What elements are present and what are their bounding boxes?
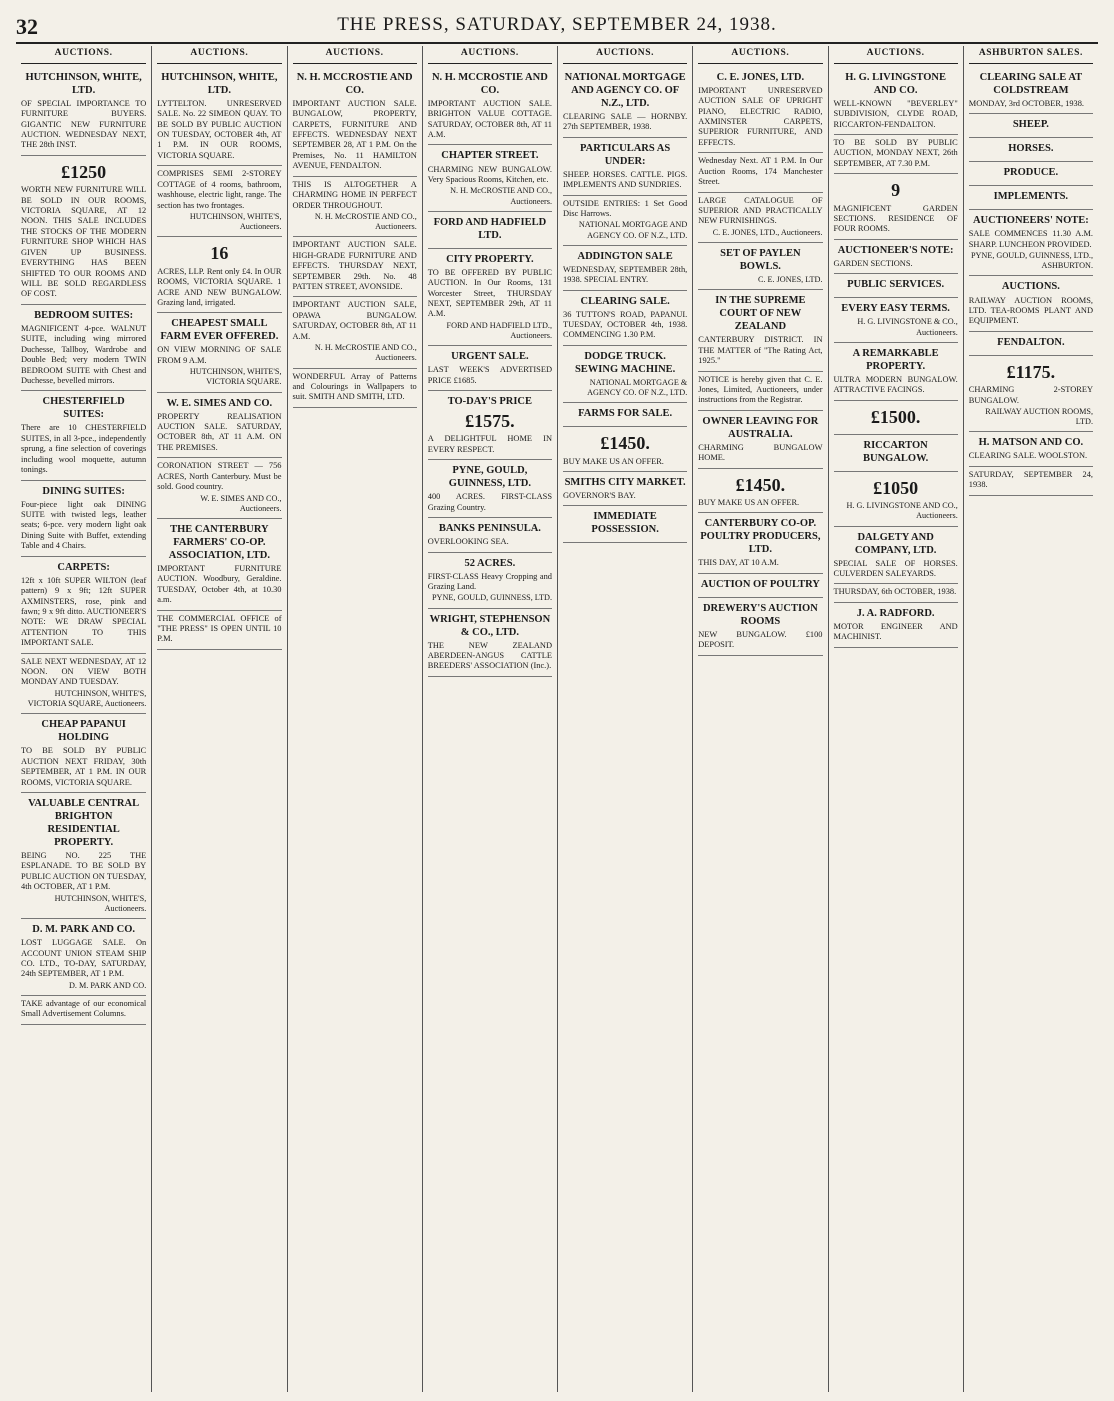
ad-body-text: IMPORTANT AUCTION SALE. HIGH-GRADE FURNITURE AND EFFECTS. THURSDAY NEXT, SEPTEMBER 29th. No. 48 PATTEN STREET, AVONSIDE. — [292, 240, 417, 292]
advertisement — [293, 297, 417, 368]
column-heading: AUCTIONS. — [563, 46, 687, 64]
advertisement — [21, 481, 146, 557]
ad-body-text: IMPORTANT AUCTION SALE. BRIGHTON VALUE COTTAGE. SATURDAY, OCTOBER 8th, AT 11 A.M. — [427, 98, 552, 140]
advertisement — [428, 553, 552, 609]
ad-heading: HUTCHINSON, WHITE, LTD. — [161, 71, 278, 96]
ad-heading: SET OF PAYLEN BOWLS. — [720, 248, 801, 273]
advertisement-columns — [16, 46, 1098, 1392]
ad-body-text: ULTRA MODERN BUNGALOW. ATTRACTIVE FACINGS. — [833, 374, 958, 395]
advertisement — [969, 332, 1093, 356]
advertisement — [834, 472, 958, 527]
column-6 — [692, 46, 827, 1392]
advertisement — [698, 290, 822, 371]
column-8 — [963, 46, 1098, 1392]
ad-display-figure: £1250 — [61, 161, 107, 182]
ad-body-text: GOVERNOR'S BAY. — [563, 491, 636, 500]
ad-body-text: LAST WEEK'S ADVERTISED PRICE £1685. — [427, 365, 552, 385]
ad-heading: EVERY EASY TERMS. — [841, 303, 950, 315]
advertisement — [698, 372, 822, 411]
ad-signature: C. E. JONES, LTD., Auctioneers. — [712, 227, 823, 237]
advertisement — [563, 291, 687, 346]
ad-heading: PUBLIC SERVICES. — [847, 279, 945, 291]
ad-body-text: BEING NO. 225 THE ESPLANADE. TO BE SOLD BY PUBLIC AUCTION ON TUESDAY, 4th OCTOBER, AT 1 P.M. — [21, 851, 147, 892]
ad-heading: DINING SUITES: — [42, 485, 125, 497]
advertisement — [834, 174, 958, 240]
ad-heading: CLEARING SALE. — [580, 295, 670, 307]
advertisement — [157, 313, 281, 392]
ad-body-text: OVERLOOKING SEA. — [427, 537, 509, 547]
ad-body-text: GARDEN SECTIONS. — [833, 258, 913, 268]
ad-heading: FENDALTON. — [997, 336, 1065, 348]
ad-heading: PYNE, GOULD, GUINNESS, LTD. — [448, 465, 531, 490]
advertisement — [834, 603, 958, 648]
ad-heading: 52 ACRES. — [464, 557, 516, 569]
advertisement — [834, 527, 958, 585]
ad-heading: AUCTIONEER'S NOTE: — [837, 244, 954, 256]
column-3 — [287, 46, 422, 1392]
ad-signature: H. G. LIVINGSTONE AND CO., Auctioneers. — [846, 501, 958, 521]
ad-display-figure: 16 — [210, 243, 229, 264]
advertisement — [698, 513, 822, 573]
advertisement — [157, 519, 281, 611]
ad-body-text: WEDNESDAY, SEPTEMBER 28th, 1938. SPECIAL ENTRY. — [563, 264, 688, 285]
advertisement — [969, 138, 1093, 162]
advertisement — [834, 298, 958, 342]
ad-body-text: CHARMING NEW BUNGALOW. Very Spacious Rooms, Kitchen, etc. — [427, 164, 552, 184]
ad-signature: HUTCHINSON, WHITE'S, VICTORIA SQUARE. — [189, 367, 282, 387]
advertisement — [428, 212, 552, 249]
ad-body-text: THIS IS ALTOGETHER A CHARMING HOME IN PERFECT ORDER THROUGHOUT. — [292, 179, 417, 210]
ad-heading: ADDINGTON SALE — [577, 250, 673, 262]
ad-body-text: IMPORTANT UNRESERVED AUCTION SALE OF UPRIGHT PIANO, ELECTRIC RADIO, AXMINSTER CARPETS, SUPERIOR FURNITURE, AND EFFECTS. — [698, 85, 823, 147]
ad-body-text: OF SPECIAL IMPORTANCE TO FURNITURE BUYERS. GIGANTIC NEW FURNITURE AUCTION. WEDNESDAY NEXT, THE 28th INST. — [21, 98, 147, 150]
advertisement — [293, 67, 417, 177]
ad-signature: HUTCHINSON, WHITE'S, Auctioneers. — [189, 212, 282, 232]
ad-heading: WRIGHT, STEPHENSON & CO., LTD. — [429, 613, 551, 638]
column-1 — [16, 46, 151, 1392]
ad-heading: H. G. LIVINGSTONE AND CO. — [845, 71, 946, 96]
advertisement — [21, 557, 146, 654]
ad-heading: CHEAP PAPANUI HOLDING — [41, 719, 126, 744]
advertisement — [969, 356, 1093, 433]
ad-heading: DODGE TRUCK. SEWING MACHINE. — [574, 350, 676, 375]
advertisement — [563, 403, 687, 427]
advertisement — [21, 793, 146, 919]
ad-heading: FORD AND HADFIELD LTD. — [433, 216, 547, 241]
advertisement — [563, 67, 687, 138]
advertisement — [21, 919, 146, 996]
advertisement — [21, 996, 146, 1025]
ad-body-text: IMPORTANT FURNITURE AUCTION. Woodbury, Geraldine. TUESDAY, October 4th, at 10.30 a.m. — [157, 563, 282, 605]
ad-body-text: SHEEP. HORSES. CATTLE. PIGS. IMPLEMENTS AND SUNDRIES. — [563, 169, 688, 190]
advertisement — [428, 67, 552, 146]
ad-heading: AUCTIONS. — [1001, 281, 1060, 293]
ad-body-text: SALE COMMENCES 11.30 A.M. SHARP. LUNCHEON PROVIDED. — [968, 229, 1093, 249]
advertisement — [21, 391, 146, 480]
advertisement — [698, 598, 822, 656]
advertisement — [698, 243, 822, 290]
ad-body-text: BUY MAKE US AN OFFER. — [563, 456, 664, 466]
advertisement — [563, 346, 687, 403]
advertisement — [21, 714, 146, 793]
ad-body-text: IMPORTANT AUCTION SALE. BUNGALOW, PROPERTY, CARPETS, FURNITURE AND EFFECTS. WEDNESDAY NEXT SEPTEMBER 28, AT 1 P.M. On the Premises, No. 11 HAMILTON AVENUE, FENDALTON. — [292, 98, 417, 171]
advertisement — [969, 162, 1093, 186]
ad-body-text: THE NEW ZEALAND ABERDEEN-ANGUS CATTLE BREEDERS' ASSOCIATION (Inc.). — [427, 640, 552, 671]
page-number: 32 — [16, 14, 38, 39]
ad-heading: AUCTIONEERS' NOTE: — [972, 215, 1089, 227]
advertisement — [563, 138, 687, 196]
ad-body-text: TAKE advantage of our economical Small Advertisement Columns. — [21, 998, 147, 1019]
column-heading: AUCTIONS. — [21, 46, 146, 64]
ad-heading: SHEEP. — [1012, 119, 1049, 131]
ad-signature: W. E. SIMES AND CO., Auctioneers. — [200, 493, 282, 513]
ad-body-text: CLEARING SALE — HORNBY. 27th SEPTEMBER, 1938. — [563, 111, 688, 132]
advertisement — [969, 67, 1093, 114]
ad-body-text: PROPERTY REALISATION AUCTION SALE. SATURDAY, OCTOBER 8th, AT 11 A.M. ON THE PREMISES. — [157, 411, 282, 452]
ad-heading: IN THE SUPREME COURT OF NEW ZEALAND — [715, 295, 806, 333]
advertisement — [969, 432, 1093, 466]
advertisement — [157, 458, 281, 519]
ad-signature: H. G. LIVINGSTONE & CO., Auctioneers. — [857, 317, 958, 337]
ad-heading: OWNER LEAVING FOR AUSTRALIA. — [702, 415, 819, 440]
advertisement — [157, 611, 281, 650]
advertisement — [21, 305, 146, 392]
ad-body-text: ACRES, LLP. Rent only £4. In OUR ROOMS, VICTORIA SQUARE. 1 ACRE AND NEW BUNGALOW. Grazing land, irrigated. — [157, 266, 282, 307]
ad-heading: C. E. JONES, LTD. — [716, 71, 805, 83]
advertisement — [698, 469, 822, 514]
ad-body-text: LYTTELTON. UNRESERVED SALE. No. 22 SIMEON QUAY. TO BE SOLD BY PUBLIC AUCTION ON TUESDAY, OCTOBER 4th, AT 1 P.M. IN OUR ROOMS, VICTORIA SQUARE. — [157, 98, 282, 160]
ad-body-text: 400 ACRES. FIRST-CLASS Grazing Country. — [427, 492, 552, 512]
advertisement — [293, 177, 417, 238]
ad-heading: DALGETY AND COMPANY, LTD. — [854, 531, 937, 556]
ad-heading: CITY PROPERTY. — [446, 253, 534, 265]
ad-body-text: BUY MAKE US AN OFFER. — [698, 497, 800, 507]
ad-body-text: LOST LUGGAGE SALE. On ACCOUNT UNION STEAM SHIP CO. LTD., TO-DAY, SATURDAY, 24th SEPTEMBER, AT 1 P.M. — [21, 938, 147, 979]
advertisement — [563, 246, 687, 291]
ad-heading: W. E. SIMES AND CO. — [166, 397, 273, 409]
ad-body-text: A DELIGHTFUL HOME IN EVERY RESPECT. — [427, 434, 552, 454]
advertisement — [834, 435, 958, 472]
ad-body-text: THE COMMERCIAL OFFICE of "THE PRESS" IS OPEN UNTIL 10 P.M. — [157, 613, 282, 644]
ad-body-text: COMPRISES SEMI 2-STOREY COTTAGE of 4 rooms, bathroom, washhouse, electric light, range. The section has two frontages. — [157, 169, 282, 210]
ad-body-text: SALE NEXT WEDNESDAY, AT 12 NOON. ON VIEW BOTH MONDAY AND TUESDAY. — [21, 656, 147, 687]
ad-body-text: ON VIEW MORNING OF SALE FROM 9 A.M. — [157, 345, 282, 365]
column-7 — [828, 46, 963, 1392]
ad-signature: N. H. McCROSTIE AND CO., Auctioneers. — [314, 343, 417, 363]
ad-signature: N. H. McCROSTIE AND CO., Auctioneers. — [450, 186, 552, 206]
ad-display-figure: £1050 — [873, 477, 919, 498]
ad-heading: TO-DAY'S PRICE — [447, 396, 533, 408]
advertisement — [563, 196, 687, 246]
ad-signature: C. E. JONES, LTD. — [757, 275, 823, 285]
ad-heading: PRODUCE. — [1003, 167, 1059, 179]
ad-body-text: THIS DAY, AT 10 A.M. — [698, 558, 779, 568]
ad-heading: THE CANTERBURY FARMERS' CO-OP. ASSOCIATION, LTD. — [168, 523, 270, 561]
advertisement — [428, 249, 552, 346]
ad-signature: PYNE, GOULD, GUINNESS, LTD., ASHBURTON. — [970, 251, 1093, 271]
advertisement — [428, 346, 552, 391]
advertisement — [834, 274, 958, 298]
ad-heading: SMITHS CITY MARKET. — [564, 476, 686, 488]
ad-body-text: THURSDAY, 6th OCTOBER, 1938. — [833, 587, 957, 597]
advertisement — [969, 467, 1093, 496]
ad-heading: NATIONAL MORTGAGE AND AGENCY CO. OF N.Z., LTD. — [564, 71, 686, 109]
ad-signature: FORD AND HADFIELD LTD., Auctioneers. — [446, 320, 552, 341]
ad-body-text: WONDERFUL Array of Patterns and Colourings in Wallpapers to suit. SMITH AND SMITH, LTD. — [292, 371, 417, 402]
advertisement — [428, 460, 552, 518]
ad-heading: D. M. PARK AND CO. — [32, 924, 135, 936]
ad-heading: AUCTION OF POULTRY — [700, 578, 820, 590]
advertisement — [969, 276, 1093, 331]
advertisement — [157, 166, 281, 237]
column-heading: AUCTIONS. — [698, 46, 822, 64]
ad-heading: VALUABLE CENTRAL BRIGHTON RESIDENTIAL PROPERTY. — [28, 797, 140, 849]
advertisement — [21, 156, 146, 305]
ad-heading: HUTCHINSON, WHITE, LTD. — [25, 71, 142, 96]
ad-body-text: CHARMING BUNGALOW HOME. — [698, 442, 823, 463]
ad-body-text: OUTSIDE ENTRIES: 1 Set Good Disc Harrows. — [563, 198, 688, 218]
ad-body-text: LARGE CATALOGUE OF SUPERIOR AND PRACTICALLY NEW FURNISHINGS. — [698, 195, 823, 226]
advertisement — [157, 237, 281, 313]
ad-display-figure: £1450. — [735, 474, 786, 495]
ad-body-text: Four-piece light oak DINING SUITE with twisted legs, leather seats; 6-pce. very modern light oak Dining Suite with Buffet, extending Table and 4 Chairs. — [21, 499, 147, 551]
ad-heading: J. A. RADFORD. — [856, 607, 935, 619]
ad-signature: PYNE, GOULD, GUINNESS, LTD. — [431, 593, 552, 603]
ad-signature: D. M. PARK AND CO. — [68, 980, 147, 990]
ad-body-text: NEW BUNGALOW. £100 DEPOSIT. — [698, 629, 823, 650]
ad-body-text: TO BE OFFERED BY PUBLIC AUCTION. In Our Rooms, 131 Worcester Street, THURSDAY NEXT, SEPTEMBER 29th, AT 11 A.M. — [427, 267, 552, 319]
ad-heading: N. H. MCCROSTIE AND CO. — [296, 71, 413, 96]
advertisement — [834, 67, 958, 135]
ad-body-text: MAGNIFICENT GARDEN SECTIONS. RESIDENCE OF FOUR ROOMS. — [833, 203, 958, 234]
advertisement — [698, 193, 822, 243]
advertisement — [21, 67, 146, 156]
ad-display-figure: 9 — [891, 180, 901, 201]
ad-heading: H. MATSON AND CO. — [978, 437, 1084, 449]
advertisement — [428, 518, 552, 552]
advertisement — [834, 584, 958, 602]
ad-body-text: TO BE SOLD BY PUBLIC AUCTION, MONDAY NEXT, 26th SEPTEMBER, AT 7.30 P.M. — [833, 138, 958, 168]
ad-heading: URGENT SALE. — [451, 351, 529, 363]
ad-display-figure: £1450. — [600, 433, 650, 454]
ad-body-text: MONDAY, 3rd OCTOBER, 1938. — [968, 98, 1084, 108]
newspaper-title: THE PRESS, SATURDAY, SEPTEMBER 24, 1938. — [337, 14, 777, 35]
ad-heading: CANTERBURY CO-OP. POULTRY PRODUCERS, LTD. — [700, 518, 821, 556]
column-heading: AUCTIONS. — [157, 46, 281, 64]
advertisement — [969, 186, 1093, 210]
ad-body-text: MOTOR ENGINEER AND MACHINIST. — [833, 621, 958, 642]
ad-signature: RAILWAY AUCTION ROOMS, LTD. — [985, 406, 1093, 427]
advertisement — [834, 401, 958, 435]
ad-heading: BEDROOM SUITES: — [34, 309, 134, 321]
advertisement — [21, 654, 146, 715]
ad-heading: PARTICULARS AS UNDER: — [580, 142, 671, 167]
ad-body-text: MAGNIFICENT 4-pce. WALNUT SUITE, including wing mirrored Duchesse, Tallboy, Wardrobe and Double Bed; very modern TWIN BEDROOM SUITE with Chest and Duchesse, bevelled mirrors. — [21, 323, 147, 385]
ad-signature: N. H. McCROSTIE AND CO., Auctioneers. — [314, 212, 417, 232]
advertisement — [563, 506, 687, 543]
ad-heading: A REMARKABLE PROPERTY. — [852, 347, 939, 372]
ad-signature: NATIONAL MORTGAGE & AGENCY CO. OF N.Z., LTD. — [587, 377, 688, 398]
masthead — [16, 8, 1098, 44]
ad-body-text: NOTICE is hereby given that C. E. Jones, Limited, Auctioneers, under instructions from the Registrar. — [698, 374, 823, 405]
ad-heading: CHEAPEST SMALL FARM EVER OFFERED. — [160, 318, 279, 343]
advertisement — [698, 574, 822, 598]
ad-body-text: 12ft x 10ft SUPER WILTON (leaf pattern) 9 x 9ft; 12ft SUPER AXMINSTERS, rose, pink and fawn; 9 x 9ft ditto. AUCTIONEER'S NOTE: WE DRAW SPECIAL ATTENTION TO THIS IMPORTANT SALE. — [21, 575, 147, 648]
ad-body-text: 36 TUTTON'S ROAD, PAPANUI. TUESDAY, OCTOBER 4th, 1938. COMMENCING 1.30 P.M. — [563, 309, 688, 340]
ad-body-text: TO BE SOLD BY PUBLIC AUCTION NEXT FRIDAY, 30th SEPTEMBER, AT 1 P.M. IN OUR ROOMS, VICTORIA SQUARE. — [21, 746, 147, 787]
column-heading: ASHBURTON SALES. — [969, 46, 1093, 64]
ad-body-text: WELL-KNOWN "BEVERLEY" SUBDIVISION, CLYDE ROAD, RICCARTON-FENDALTON. — [833, 98, 958, 129]
column-heading: AUCTIONS. — [834, 46, 958, 64]
advertisement — [428, 145, 552, 211]
ad-display-figure: £1575. — [465, 411, 515, 432]
advertisement — [157, 67, 281, 167]
advertisement — [428, 391, 552, 460]
ad-display-figure: £1175. — [1006, 361, 1056, 382]
ad-body-text: Wednesday Next. AT 1 P.M. In Our Auction Rooms, 174 Manchester Street. — [698, 156, 823, 187]
ad-heading: CLEARING SALE AT COLDSTREAM — [979, 71, 1083, 96]
ad-body-text: FIRST-CLASS Heavy Cropping and Grazing Land. — [427, 571, 552, 591]
ad-heading: HORSES. — [1008, 143, 1054, 155]
ad-heading: RICCARTON BUNGALOW. — [862, 439, 929, 464]
ad-heading: IMPLEMENTS. — [993, 191, 1069, 203]
ad-body-text: CHARMING 2-STOREY BUNGALOW. — [968, 385, 1093, 405]
ad-body-text: RAILWAY AUCTION ROOMS, LTD. TEA-ROOMS PLANT AND EQUIPMENT. — [968, 295, 1093, 326]
ad-heading: CHAPTER STREET. — [441, 150, 539, 162]
ad-body-text: There are 10 CHESTERFIELD SUITES, in all 3-pce., independently sprung, a fine selection of coverings including wool moquette, autumn tonings. — [21, 423, 147, 475]
ad-body-text: CORONATION STREET — 756 ACRES, North Canterbury. Must be sold. Good country. — [157, 461, 282, 492]
advertisement — [698, 67, 822, 154]
ad-heading: DREWERY'S AUCTION ROOMS — [702, 602, 818, 627]
ad-heading: BANKS PENINSULA. — [438, 523, 541, 535]
ad-heading: N. H. MCCROSTIE AND CO. — [431, 71, 548, 96]
ad-heading: FARMS FOR SALE. — [578, 408, 673, 420]
advertisement — [293, 237, 417, 297]
column-4 — [422, 46, 557, 1392]
column-2 — [151, 46, 286, 1392]
advertisement — [698, 411, 822, 469]
column-heading: AUCTIONS. — [428, 46, 552, 64]
ad-heading: IMMEDIATE POSSESSION. — [591, 511, 659, 536]
ad-body-text: SATURDAY, SEPTEMBER 24, 1938. — [968, 469, 1093, 490]
ad-body-text: WORTH NEW FURNITURE WILL BE SOLD IN OUR ROOMS, VICTORIA SQUARE, AT 12 NOON. THIS SALE INCLUDES THE STOCKS OF THE MODERN FURNITURE SHOP WHICH HAS GIVEN UP BUSINESS. EVERYTHING HAS BEEN SHIFTED TO OUR ROOMS AND WILL BE SOLD REGARDLESS OF COST. — [21, 185, 147, 299]
ad-body-text: CLEARING SALE. WOOLSTON. — [968, 451, 1088, 461]
advertisement — [698, 153, 822, 192]
advertisement — [563, 472, 687, 506]
advertisement — [157, 393, 281, 459]
advertisement — [428, 609, 552, 677]
ad-signature: HUTCHINSON, WHITE'S, VICTORIA SQUARE, Auctioneers. — [27, 688, 147, 709]
advertisement — [834, 343, 958, 401]
ad-body-text: SPECIAL SALE OF HORSES. CULVERDEN SALEYARDS. — [833, 558, 958, 579]
advertisement — [969, 114, 1093, 138]
ad-display-figure: £1500. — [870, 406, 921, 427]
advertisement — [969, 210, 1093, 276]
column-heading: AUCTIONS. — [293, 46, 417, 64]
column-5 — [557, 46, 692, 1392]
ad-body-text: IMPORTANT AUCTION SALE, OPAWA BUNGALOW. SATURDAY, OCTOBER 8th, AT 11 A.M. — [292, 300, 417, 341]
ad-heading: CARPETS: — [57, 561, 110, 573]
advertisement — [293, 369, 417, 408]
advertisement — [834, 240, 958, 274]
ad-heading: CHESTERFIELD SUITES: — [42, 396, 125, 421]
ad-body-text: CANTERBURY DISTRICT. IN THE MATTER of "The Rating Act, 1925." — [698, 335, 823, 366]
ad-signature: NATIONAL MORTGAGE AND AGENCY CO. OF N.Z., LTD. — [578, 220, 688, 240]
ad-signature: HUTCHINSON, WHITE'S, Auctioneers. — [54, 893, 147, 913]
advertisement — [563, 427, 687, 472]
advertisement — [834, 135, 958, 174]
